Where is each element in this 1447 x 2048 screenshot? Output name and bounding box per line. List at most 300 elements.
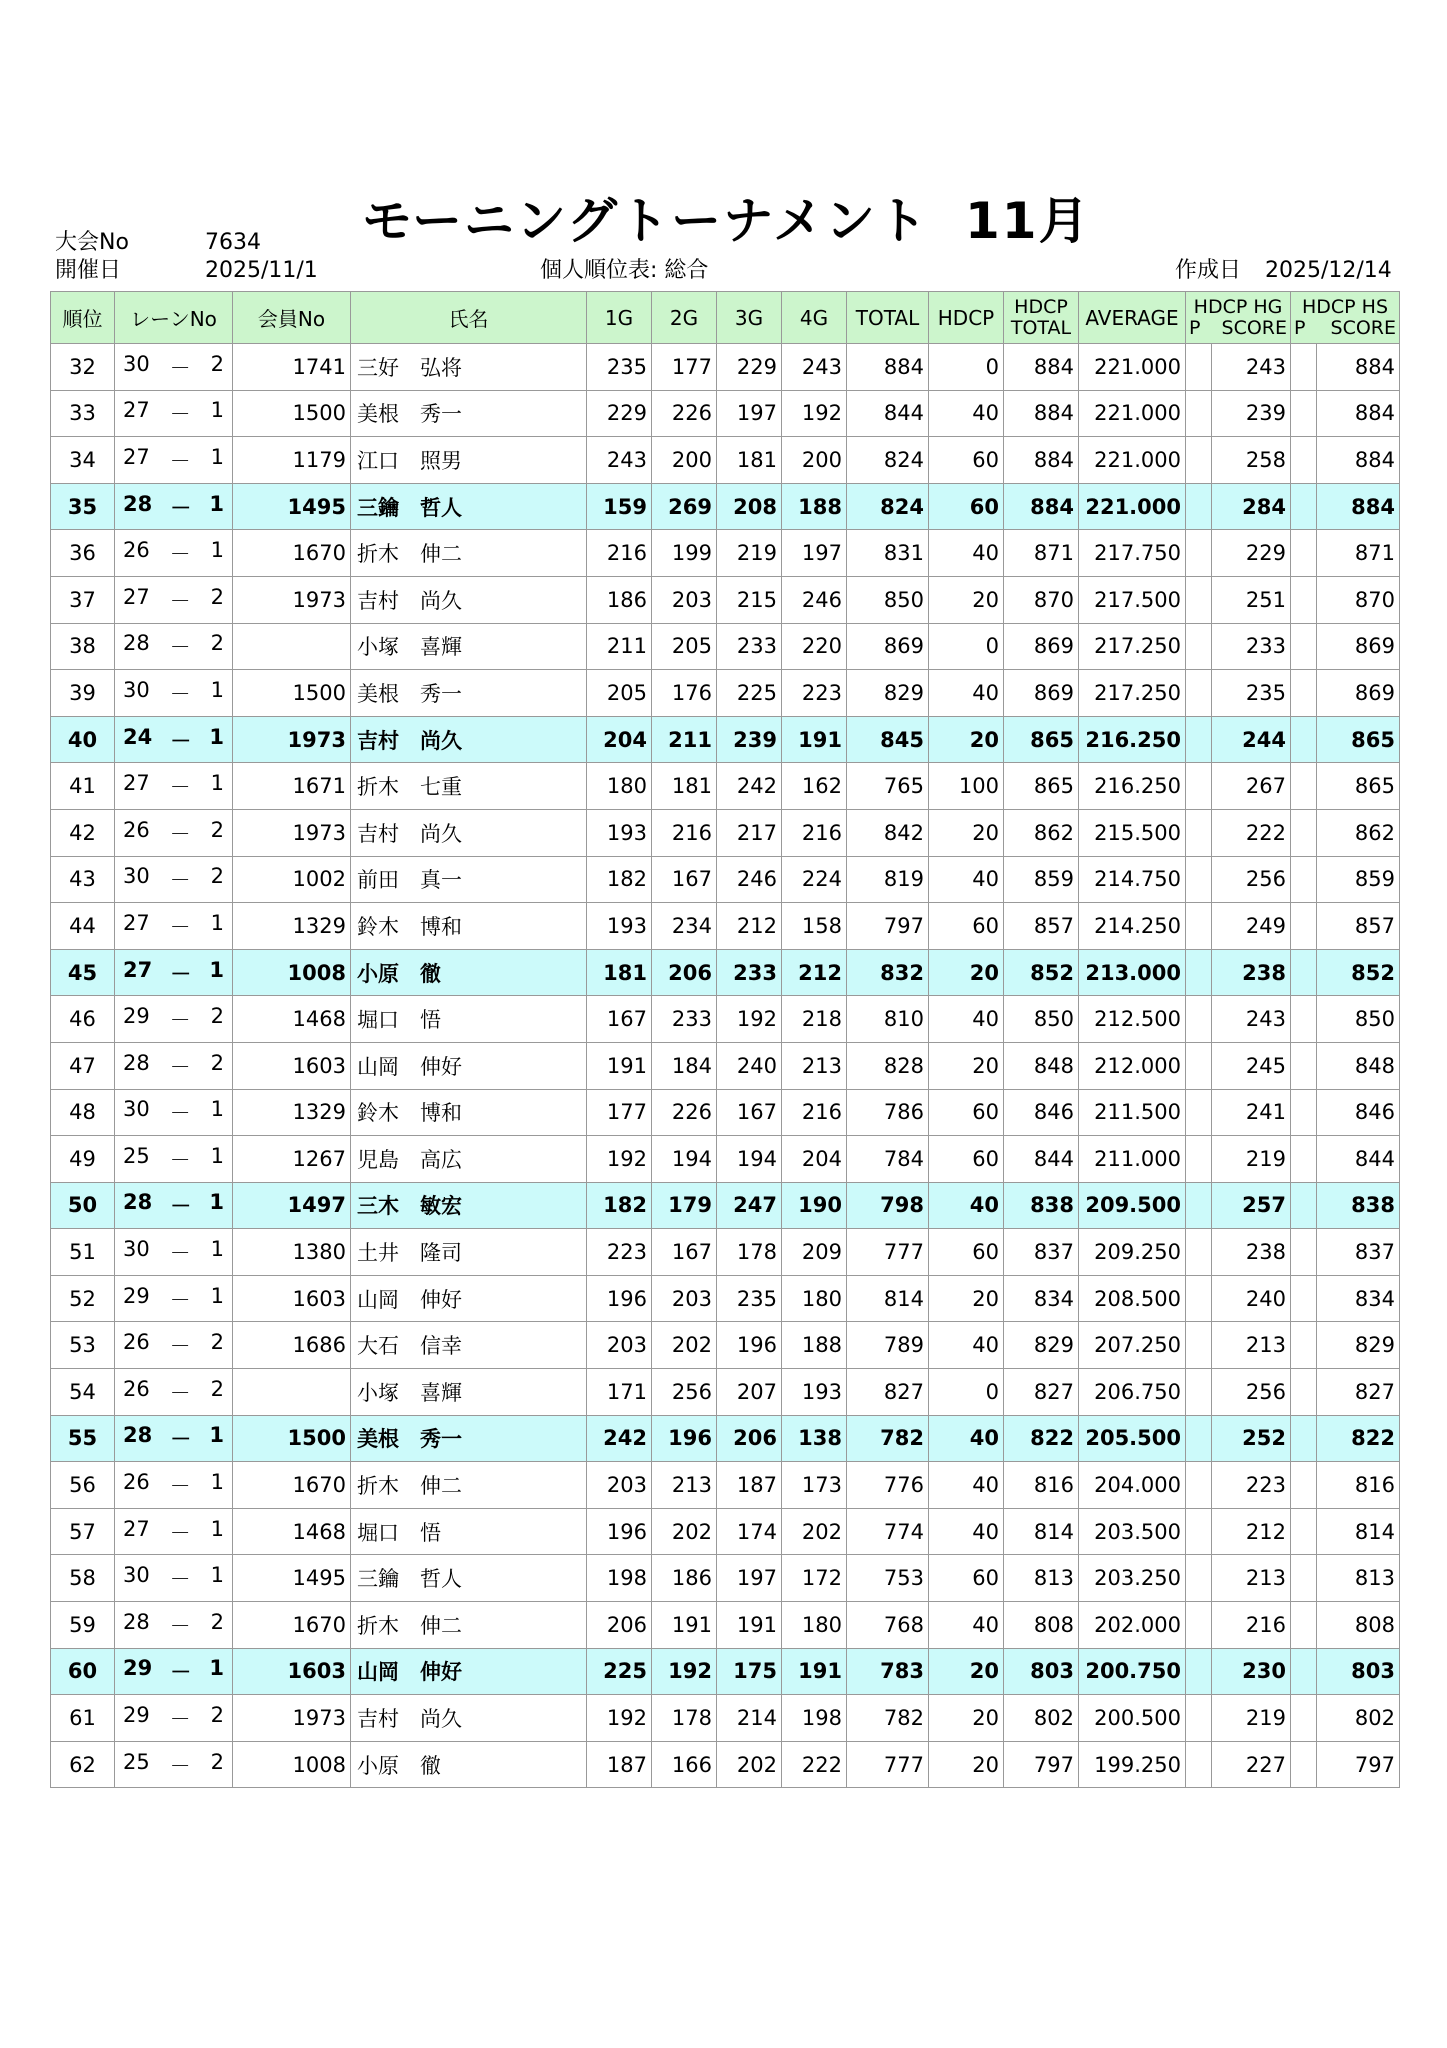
g2-cell: 211 (652, 716, 717, 763)
lane-cell (115, 1508, 233, 1555)
col-g3: 3G (717, 292, 782, 344)
hs-p-cell (1291, 949, 1317, 996)
table-row (51, 1648, 1400, 1695)
hg-p-cell (1186, 996, 1212, 1043)
average-cell: 216.250 (1079, 716, 1186, 763)
lane-cell (115, 1462, 233, 1509)
lane-a: 30 (123, 1563, 150, 1588)
lane-b: 1 (210, 398, 224, 423)
g3-cell: 217 (717, 809, 782, 856)
rank-cell: 62 (51, 1741, 115, 1788)
average-cell: 213.000 (1079, 949, 1186, 996)
lane-a: 27 (123, 444, 150, 469)
hdcp-total-cell: 865 (1004, 763, 1079, 810)
total-cell: 814 (847, 1275, 929, 1322)
col-hdcp-total (1004, 292, 1079, 344)
lane-a: 27 (123, 1516, 150, 1541)
hg-score-cell: 227 (1212, 1741, 1291, 1788)
g4-cell: 173 (782, 1462, 847, 1509)
g1-cell: 206 (587, 1602, 652, 1649)
g4-cell: 216 (782, 809, 847, 856)
average-cell: 207.250 (1079, 1322, 1186, 1369)
hdcp-total-cell: 884 (1004, 437, 1079, 484)
member-cell: 1741 (233, 344, 351, 391)
name-cell: 土井 隆司 (351, 1229, 587, 1276)
average-cell: 217.750 (1079, 530, 1186, 577)
hg-score-cell: 230 (1212, 1648, 1291, 1695)
hg-score-cell: 235 (1212, 670, 1291, 717)
g4-cell: 190 (782, 1182, 847, 1229)
g2-cell: 179 (652, 1182, 717, 1229)
hg-p-cell (1186, 1415, 1212, 1462)
hdcp-cell: 20 (929, 1741, 1004, 1788)
name-cell: 美根 秀一 (351, 390, 587, 437)
total-cell: 789 (847, 1322, 929, 1369)
lane-b: 2 (210, 1050, 224, 1075)
g1-cell: 182 (587, 856, 652, 903)
g4-cell: 180 (782, 1602, 847, 1649)
lane-a: 27 (123, 910, 150, 935)
lane-sep: － (170, 728, 192, 753)
g3-cell: 207 (717, 1369, 782, 1416)
lane-cell (115, 763, 233, 810)
hg-p-cell (1186, 1508, 1212, 1555)
hdcp-cell: 20 (929, 1648, 1004, 1695)
hdcp-total-cell: 869 (1004, 623, 1079, 670)
hdcp-cell: 0 (929, 1369, 1004, 1416)
hdcp-cell: 40 (929, 1322, 1004, 1369)
hdcp-cell: 0 (929, 623, 1004, 670)
hdcp-cell: 40 (929, 1602, 1004, 1649)
g2-cell: 181 (652, 763, 717, 810)
total-cell: 777 (847, 1741, 929, 1788)
name-cell: 山岡 伸好 (351, 1042, 587, 1089)
hdcp-cell: 60 (929, 1089, 1004, 1136)
average-cell: 203.250 (1079, 1555, 1186, 1602)
name-cell: 山岡 伸好 (351, 1648, 587, 1695)
table-row (51, 390, 1400, 437)
hdcp-total-cell: 862 (1004, 809, 1079, 856)
g1-cell: 229 (587, 390, 652, 437)
table-row (51, 623, 1400, 670)
hg-score-cell: 267 (1212, 763, 1291, 810)
lane-a: 28 (123, 631, 150, 656)
col-rank: 順位 (51, 292, 115, 344)
lane-b: 1 (210, 910, 224, 935)
g1-cell: 192 (587, 1136, 652, 1183)
hdcp-cell: 60 (929, 1136, 1004, 1183)
total-cell: 850 (847, 576, 929, 623)
hdcp-cell: 60 (929, 1555, 1004, 1602)
lane-b: 2 (210, 1609, 224, 1634)
total-cell: 828 (847, 1042, 929, 1089)
lane-sep: － (169, 1054, 191, 1079)
hdcp-total-cell: 838 (1004, 1182, 1079, 1229)
hg-p-cell (1186, 1369, 1212, 1416)
name-cell: 折木 伸二 (351, 1462, 587, 1509)
lane-b: 1 (209, 957, 224, 982)
rank-cell: 43 (51, 856, 115, 903)
hdcp-cell: 60 (929, 1229, 1004, 1276)
name-cell: 吉村 尚久 (351, 576, 587, 623)
table-row (51, 530, 1400, 577)
g4-cell: 212 (782, 949, 847, 996)
hdcp-total-cell: 837 (1004, 1229, 1079, 1276)
hdcp-total-cell: 870 (1004, 576, 1079, 623)
g2-cell: 216 (652, 809, 717, 856)
g1-cell: 159 (587, 483, 652, 530)
g1-cell: 196 (587, 1275, 652, 1322)
total-cell: 845 (847, 716, 929, 763)
hdcp-cell: 20 (929, 716, 1004, 763)
hs-score-cell: 846 (1317, 1089, 1400, 1136)
hs-p-cell (1291, 437, 1317, 484)
lane-b: 1 (210, 444, 224, 469)
hg-p-cell (1186, 1648, 1212, 1695)
member-cell: 1603 (233, 1648, 351, 1695)
table-body (51, 344, 1400, 1788)
total-cell: 768 (847, 1602, 929, 1649)
total-cell: 831 (847, 530, 929, 577)
hs-p-cell (1291, 390, 1317, 437)
hs-score-cell: 834 (1317, 1275, 1400, 1322)
hdcp-total-cell: 884 (1004, 483, 1079, 530)
col-hdcp-hs (1291, 292, 1400, 344)
lane-a: 26 (123, 1376, 150, 1401)
lane-cell (115, 670, 233, 717)
member-cell: 1671 (233, 763, 351, 810)
rank-cell: 49 (51, 1136, 115, 1183)
table-row (51, 1182, 1400, 1229)
g4-cell: 197 (782, 530, 847, 577)
total-cell: 776 (847, 1462, 929, 1509)
hdcp-cell: 40 (929, 670, 1004, 717)
hs-p-cell (1291, 1275, 1317, 1322)
g3-cell: 214 (717, 1695, 782, 1742)
hdcp-cell: 20 (929, 1275, 1004, 1322)
name-cell: 大石 信幸 (351, 1322, 587, 1369)
g1-cell: 216 (587, 530, 652, 577)
rank-cell: 36 (51, 530, 115, 577)
g1-cell: 192 (587, 1695, 652, 1742)
lane-b: 2 (210, 1376, 224, 1401)
rank-cell: 33 (51, 390, 115, 437)
member-cell (233, 623, 351, 670)
hdcp-cell: 40 (929, 1508, 1004, 1555)
total-cell: 844 (847, 390, 929, 437)
lane-b: 1 (210, 1237, 224, 1262)
hdcp-cell: 40 (929, 530, 1004, 577)
name-cell: 小原 徹 (351, 949, 587, 996)
col-hdcp-total-bottom: TOTAL (1010, 316, 1072, 339)
lane-b: 2 (210, 1004, 224, 1029)
col-hs-score: SCORE (1330, 316, 1397, 339)
hdcp-total-cell: 852 (1004, 949, 1079, 996)
table-row (51, 856, 1400, 903)
name-cell: 堀口 悟 (351, 996, 587, 1043)
lane-sep: － (169, 1520, 191, 1545)
hs-p-cell (1291, 1042, 1317, 1089)
lane-sep: － (170, 495, 192, 520)
g4-cell: 158 (782, 903, 847, 950)
hg-p-cell (1186, 1182, 1212, 1229)
g2-cell: 202 (652, 1322, 717, 1369)
lane-cell (115, 809, 233, 856)
hdcp-cell: 20 (929, 1042, 1004, 1089)
rank-cell: 35 (51, 483, 115, 530)
rank-cell: 38 (51, 623, 115, 670)
hdcp-cell: 40 (929, 390, 1004, 437)
hdcp-total-cell: 802 (1004, 1695, 1079, 1742)
member-cell: 1497 (233, 1182, 351, 1229)
g4-cell: 222 (782, 1741, 847, 1788)
lane-b: 1 (210, 771, 224, 796)
lane-b: 1 (210, 1516, 224, 1541)
hg-p-cell (1186, 809, 1212, 856)
rank-cell: 45 (51, 949, 115, 996)
lane-cell (115, 1275, 233, 1322)
lane-cell (115, 716, 233, 763)
g3-cell: 194 (717, 1136, 782, 1183)
hdcp-total-cell: 797 (1004, 1741, 1079, 1788)
name-cell: 江口 照男 (351, 437, 587, 484)
hg-score-cell: 243 (1212, 996, 1291, 1043)
total-cell: 827 (847, 1369, 929, 1416)
hdcp-total-cell: 803 (1004, 1648, 1079, 1695)
hdcp-total-cell: 857 (1004, 903, 1079, 950)
hg-score-cell: 240 (1212, 1275, 1291, 1322)
g2-cell: 206 (652, 949, 717, 996)
g4-cell: 204 (782, 1136, 847, 1183)
hs-score-cell: 871 (1317, 530, 1400, 577)
lane-b: 2 (210, 631, 224, 656)
g3-cell: 167 (717, 1089, 782, 1136)
hg-p-cell (1186, 1136, 1212, 1183)
hg-score-cell: 244 (1212, 716, 1291, 763)
g2-cell: 194 (652, 1136, 717, 1183)
hs-p-cell (1291, 1089, 1317, 1136)
col-hdcp: HDCP (929, 292, 1004, 344)
table-row (51, 1695, 1400, 1742)
g3-cell: 233 (717, 949, 782, 996)
member-cell (233, 1369, 351, 1416)
g1-cell: 211 (587, 623, 652, 670)
rank-cell: 37 (51, 576, 115, 623)
g2-cell: 176 (652, 670, 717, 717)
hg-score-cell: 238 (1212, 949, 1291, 996)
g2-cell: 178 (652, 1695, 717, 1742)
g4-cell: 224 (782, 856, 847, 903)
average-cell: 221.000 (1079, 483, 1186, 530)
g3-cell: 197 (717, 390, 782, 437)
g2-cell: 213 (652, 1462, 717, 1509)
report-type: 個人順位表: 総合 (540, 258, 709, 283)
member-cell: 1603 (233, 1042, 351, 1089)
rank-cell: 44 (51, 903, 115, 950)
g2-cell: 167 (652, 856, 717, 903)
hg-p-cell (1186, 1555, 1212, 1602)
g1-cell: 223 (587, 1229, 652, 1276)
g4-cell: 216 (782, 1089, 847, 1136)
total-cell: 824 (847, 437, 929, 484)
table-row (51, 1229, 1400, 1276)
hg-p-cell (1186, 390, 1212, 437)
table-row (51, 344, 1400, 391)
lane-b: 1 (210, 1097, 224, 1122)
rank-cell: 41 (51, 763, 115, 810)
g4-cell: 191 (782, 1648, 847, 1695)
total-cell: 797 (847, 903, 929, 950)
lane-sep: － (170, 1194, 192, 1219)
lane-b: 2 (210, 584, 224, 609)
g2-cell: 167 (652, 1229, 717, 1276)
hg-score-cell: 223 (1212, 1462, 1291, 1509)
hs-p-cell (1291, 1182, 1317, 1229)
lane-cell (115, 530, 233, 577)
lane-sep: － (170, 1660, 192, 1685)
lane-b: 1 (209, 724, 224, 749)
hg-score-cell: 219 (1212, 1136, 1291, 1183)
hg-p-cell (1186, 437, 1212, 484)
table-row (51, 1555, 1400, 1602)
rank-cell: 58 (51, 1555, 115, 1602)
hs-score-cell: 865 (1317, 763, 1400, 810)
table-row (51, 1462, 1400, 1509)
hdcp-total-cell: 869 (1004, 670, 1079, 717)
lane-cell (115, 856, 233, 903)
lane-a: 26 (123, 1470, 150, 1495)
lane-b: 2 (210, 1749, 224, 1774)
col-hg-score: SCORE (1221, 316, 1288, 339)
name-cell: 小原 徹 (351, 1741, 587, 1788)
lane-b: 2 (210, 1330, 224, 1355)
total-cell: 884 (847, 344, 929, 391)
hdcp-total-cell: 808 (1004, 1602, 1079, 1649)
hdcp-total-cell: 850 (1004, 996, 1079, 1043)
hg-p-cell (1186, 1229, 1212, 1276)
lane-b: 1 (209, 1656, 224, 1681)
lane-a: 27 (123, 771, 150, 796)
hs-p-cell (1291, 996, 1317, 1043)
col-g4: 4G (782, 292, 847, 344)
g4-cell: 180 (782, 1275, 847, 1322)
name-cell: 鈴木 博和 (351, 903, 587, 950)
hs-score-cell: 802 (1317, 1695, 1400, 1742)
col-average: AVERAGE (1079, 292, 1186, 344)
table-row (51, 1089, 1400, 1136)
col-hdcp-hg (1186, 292, 1291, 344)
member-cell: 1468 (233, 996, 351, 1043)
hg-score-cell: 241 (1212, 1089, 1291, 1136)
g4-cell: 223 (782, 670, 847, 717)
lane-a: 28 (123, 491, 153, 516)
hdcp-total-cell: 859 (1004, 856, 1079, 903)
hs-score-cell: 813 (1317, 1555, 1400, 1602)
g1-cell: 203 (587, 1322, 652, 1369)
member-cell: 1686 (233, 1322, 351, 1369)
hg-p-cell (1186, 856, 1212, 903)
total-cell: 783 (847, 1648, 929, 1695)
lane-a: 26 (123, 817, 150, 842)
hs-score-cell: 808 (1317, 1602, 1400, 1649)
rank-cell: 42 (51, 809, 115, 856)
hg-score-cell: 256 (1212, 856, 1291, 903)
lane-a: 27 (123, 957, 153, 982)
lane-a: 26 (123, 538, 150, 563)
g3-cell: 197 (717, 1555, 782, 1602)
lane-b: 1 (210, 1470, 224, 1495)
g2-cell: 234 (652, 903, 717, 950)
total-cell: 842 (847, 809, 929, 856)
col-hdcp-total-top: HDCP (1014, 295, 1068, 318)
total-cell: 782 (847, 1415, 929, 1462)
lane-b: 1 (210, 1563, 224, 1588)
lane-a: 29 (123, 1703, 150, 1728)
total-cell: 774 (847, 1508, 929, 1555)
hg-p-cell (1186, 1089, 1212, 1136)
lane-b: 1 (210, 538, 224, 563)
name-cell: 三鑰 哲人 (351, 483, 587, 530)
lane-a: 28 (123, 1190, 153, 1215)
total-cell: 753 (847, 1555, 929, 1602)
lane-cell (115, 437, 233, 484)
hs-p-cell (1291, 1555, 1317, 1602)
hdcp-cell: 40 (929, 1415, 1004, 1462)
g2-cell: 256 (652, 1369, 717, 1416)
rank-cell: 61 (51, 1695, 115, 1742)
hdcp-cell: 40 (929, 856, 1004, 903)
g4-cell: 191 (782, 716, 847, 763)
lane-sep: － (169, 1613, 191, 1638)
g2-cell: 226 (652, 1089, 717, 1136)
average-cell: 217.500 (1079, 576, 1186, 623)
hs-score-cell: 865 (1317, 716, 1400, 763)
hs-score-cell: 870 (1317, 576, 1400, 623)
lane-sep: － (169, 1334, 191, 1359)
name-cell: 山岡 伸好 (351, 1275, 587, 1322)
g4-cell: 162 (782, 763, 847, 810)
g4-cell: 188 (782, 483, 847, 530)
table-row (51, 483, 1400, 530)
g3-cell: 192 (717, 996, 782, 1043)
hdcp-total-cell: 827 (1004, 1369, 1079, 1416)
hs-p-cell (1291, 809, 1317, 856)
lane-cell (115, 1555, 233, 1602)
name-cell: 美根 秀一 (351, 670, 587, 717)
average-cell: 214.250 (1079, 903, 1186, 950)
col-hg-top: HDCP HG (1193, 295, 1283, 318)
col-g1: 1G (587, 292, 652, 344)
hdcp-total-cell: 865 (1004, 716, 1079, 763)
hg-score-cell: 249 (1212, 903, 1291, 950)
g2-cell: 203 (652, 576, 717, 623)
g1-cell: 193 (587, 809, 652, 856)
lane-cell (115, 483, 233, 530)
g4-cell: 209 (782, 1229, 847, 1276)
hg-p-cell (1186, 903, 1212, 950)
average-cell: 209.250 (1079, 1229, 1186, 1276)
average-cell: 214.750 (1079, 856, 1186, 903)
lane-b: 2 (210, 1703, 224, 1728)
member-cell: 1008 (233, 949, 351, 996)
hg-score-cell: 257 (1212, 1182, 1291, 1229)
rank-cell: 51 (51, 1229, 115, 1276)
total-cell: 810 (847, 996, 929, 1043)
table-row (51, 1322, 1400, 1369)
member-cell: 1670 (233, 1602, 351, 1649)
rank-cell: 39 (51, 670, 115, 717)
member-cell: 1495 (233, 483, 351, 530)
